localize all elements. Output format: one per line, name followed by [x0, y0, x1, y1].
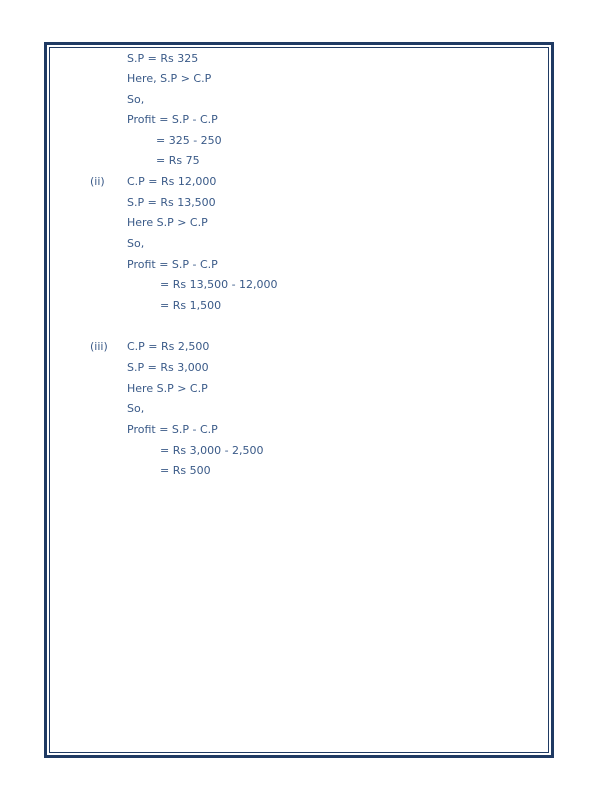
text-line: Here S.P > C.P: [127, 382, 208, 395]
text-line: S.P = Rs 325: [127, 52, 199, 65]
text-line: = Rs 75: [156, 154, 200, 167]
page-border-inner: [49, 47, 549, 753]
text-line: C.P = Rs 12,000: [127, 175, 217, 188]
text-line: Profit = S.P - C.P: [127, 423, 218, 436]
text-line: S.P = Rs 13,500: [127, 196, 216, 209]
text-line: S.P = Rs 3,000: [127, 361, 209, 374]
text-line: Profit = S.P - C.P: [127, 113, 218, 126]
text-line: Profit = S.P - C.P: [127, 258, 218, 271]
text-line: = Rs 500: [160, 464, 211, 477]
text-line: So,: [127, 237, 145, 250]
text-line: So,: [127, 93, 145, 106]
text-line: C.P = Rs 2,500: [127, 340, 210, 353]
part-marker-iii: (iii): [90, 340, 108, 353]
text-line: = Rs 1,500: [160, 299, 222, 312]
text-line: Here, S.P > C.P: [127, 72, 212, 85]
text-line: = Rs 3,000 - 2,500: [160, 444, 264, 457]
text-line: Here S.P > C.P: [127, 216, 208, 229]
text-line: So,: [127, 402, 145, 415]
part-marker-ii: (ii): [90, 175, 105, 188]
text-line: = Rs 13,500 - 12,000: [160, 278, 278, 291]
text-line: = 325 - 250: [156, 134, 222, 147]
